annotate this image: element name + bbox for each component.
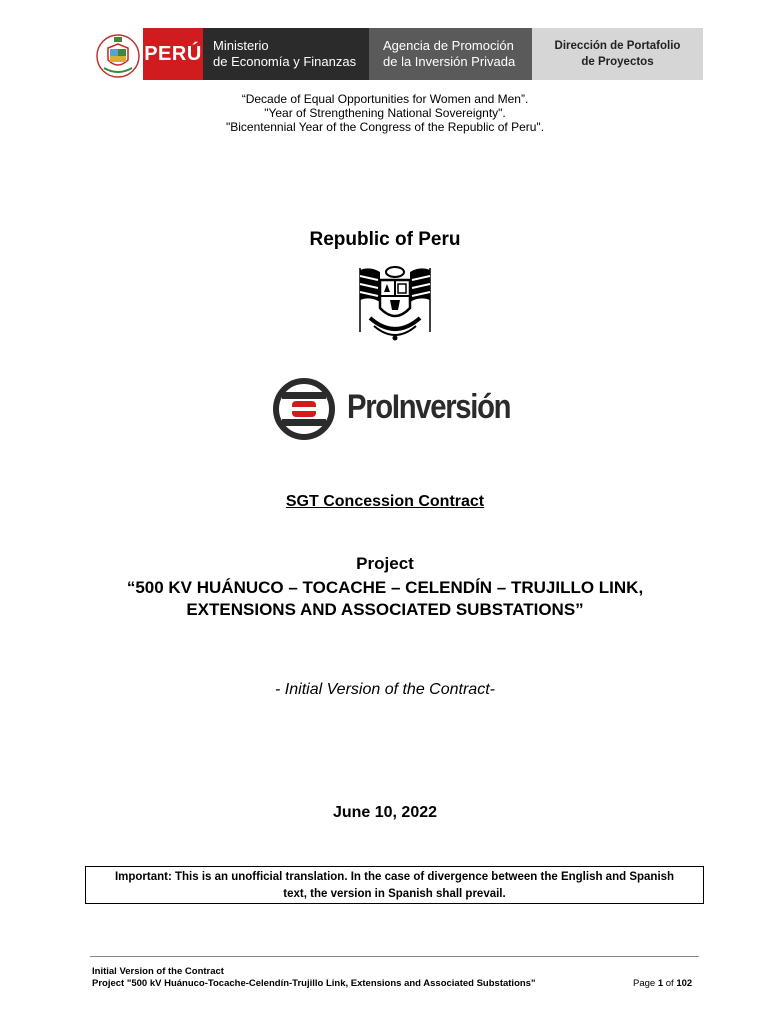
contract-date: June 10, 2022	[332, 804, 438, 821]
project-label: Project	[356, 554, 414, 573]
ministry-line-2: de Economía y Finanzas	[213, 54, 357, 69]
project-name	[0, 577, 770, 621]
ministry-block	[203, 28, 369, 80]
footer-divider	[90, 956, 699, 957]
agency-line-1: Agencia de Promoción	[383, 38, 514, 53]
notice-line-2: text, the version in Spanish shall prevail.	[283, 888, 506, 900]
page-prefix: Page	[633, 978, 658, 989]
decade-line-1: “Decade of Equal Opportunities for Women and Men”.	[241, 92, 529, 106]
proinversion-logo-text: ProInversión	[347, 388, 511, 426]
contract-type: SGT Concession Contract	[285, 493, 485, 510]
directorate-line-1: Dirección de Portafolio	[554, 40, 681, 52]
directorate-line-2: de Proyectos	[581, 56, 654, 68]
decade-line-2: "Year of Strengthening National Sovereignty".	[264, 106, 506, 120]
page-title: Republic of Peru	[309, 229, 461, 250]
notice-line-1: Important: This is an unofficial translation. In the case of divergence between the English and Spanish	[114, 871, 675, 883]
project-name-line-1: “500 KV HUÁNUCO – TOCACHE – CELENDÍN – TRUJILLO LINK,	[126, 578, 644, 597]
footer-line-1: Initial Version of the Contract	[92, 966, 224, 977]
page-total: 102	[676, 978, 693, 989]
peru-seal-icon	[96, 32, 140, 80]
contract-version: - Initial Version of the Contract-	[275, 681, 495, 698]
directorate-block	[532, 28, 703, 80]
page-of: of	[663, 978, 677, 989]
peru-coat-of-arms-icon	[356, 262, 434, 344]
proinversion-logo-icon	[272, 378, 336, 440]
page-current: 1	[657, 978, 664, 989]
agency-block	[369, 28, 532, 80]
agency-line-2: de la Inversión Privada	[383, 54, 516, 69]
footer-line-2: Project "500 kV Huánuco-Tocache-Celendín-Trujillo Link, Extensions and Associated Substations"	[92, 978, 536, 989]
ministry-line-1: Ministerio	[213, 38, 269, 53]
page-number	[633, 978, 692, 989]
translation-notice	[85, 866, 704, 904]
peru-label: PERÚ	[144, 42, 202, 65]
peru-brand-block	[143, 28, 203, 80]
project-name-line-2: EXTENSIONS AND ASSOCIATED SUBSTATIONS”	[186, 600, 584, 619]
decade-line-3: "Bicentennial Year of the Congress of the Republic of Peru".	[225, 120, 545, 134]
